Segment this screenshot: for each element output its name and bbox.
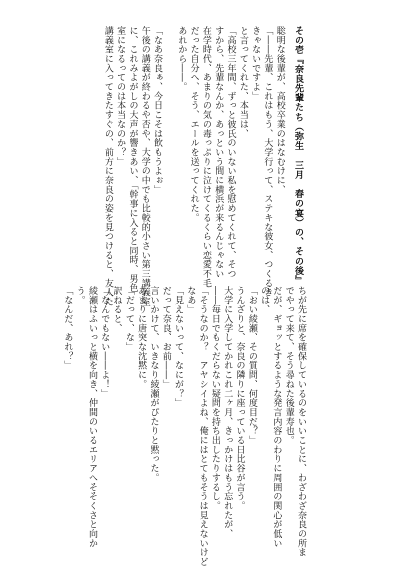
text-line: と言ってくれた、本当は、	[237, 26, 248, 139]
text-line: なあ」	[185, 286, 196, 315]
text-line: 室になるってのは本当なのか？」	[115, 26, 126, 167]
text-line: 在学時代、あまりの気の毒っぷりに泣けてくるくらい恋愛不毛	[200, 26, 211, 288]
text-line: だって奈良、お前――」	[160, 286, 171, 389]
text-line: 講義室に入ってきたすぐの、前方に奈良の姿を見つけると、友人た	[102, 26, 113, 307]
text-line: 「なあ奈良ぁ、今日こそは飲もうよぉ」	[152, 26, 163, 195]
text-line: 大学に入学してかれこれ二ヶ月、きっかけはもう忘れたが、	[222, 286, 233, 539]
blank-line	[163, 26, 169, 274]
text-line: 訳ねると、	[111, 286, 122, 333]
text-line: 午後の講義が終わるや否や、大学の中でも比較的小さい第三講義室	[139, 26, 150, 307]
text-line: あまりに唐突な沈黙に。	[136, 286, 147, 389]
text-line: う。	[74, 286, 85, 305]
text-line: 「なんでもない――よ！」	[99, 286, 110, 399]
text-line: うんざりと、奈良の隣りに座っている日比谷が言う。	[234, 286, 245, 511]
text-line: ちが先に席を確保しているのをいいことに、わざわざ奈良の所ま	[296, 286, 306, 558]
text-line: 「見えないって、なにが？」	[173, 286, 184, 408]
text-line: 綾瀬はふいっと横を向き、仲間のいるエリアへそそくさと向か	[86, 286, 97, 548]
text-line: 言いかけて、いきなり綾瀬がぴたりと黙った。	[148, 286, 159, 483]
text-line: 「だって、な」	[123, 286, 134, 352]
upper-text-block	[102, 26, 304, 307]
blank-line	[286, 26, 292, 274]
chapter-heading: その壱『奈良先輩たち（弥生 三月 春の宴）の、その後』	[293, 26, 303, 286]
text-line: 「――先輩、これはもう、大学行って、ステキな彼女、つくるき	[262, 26, 273, 298]
lower-text-block	[61, 286, 307, 567]
text-line: だが、ギョッとするような発言内容のわりに周囲の関心が低い	[271, 286, 282, 548]
text-line: きゃないですよ」	[250, 26, 261, 101]
text-line: あれから――。	[176, 26, 187, 92]
text-line: 聡明な後輩が、高校卒業のはなむけに、	[274, 26, 285, 195]
text-line: すから、先輩なんか、あっという間に横浜が来るんじゃない	[213, 26, 224, 279]
text-line: に、これみよがしの大声が響きあい、「幹事に入ると同時、男色	[127, 26, 138, 293]
text-line: 「なんだ、あれ？」	[62, 286, 73, 371]
text-line: のは、	[259, 286, 270, 315]
text-line: だった自分へ、そう、エールを送ってくれた。	[188, 26, 199, 223]
text-line: ――毎日でもくだらない疑問を持ち出したりするし。	[209, 286, 220, 511]
text-line: でやって来て、そう尋ねた後輩寿也。	[283, 286, 294, 445]
text-line: 「そうなのか？ アヤシイよね、俺にはとてもそうは見えないけど	[197, 286, 208, 567]
text-line: 「おい綾瀬、その質問、何度目だ？」	[246, 286, 257, 445]
text-line: 「高校三年間、ずっと彼氏のいない私を慰めてくれて、そつ	[225, 26, 236, 279]
